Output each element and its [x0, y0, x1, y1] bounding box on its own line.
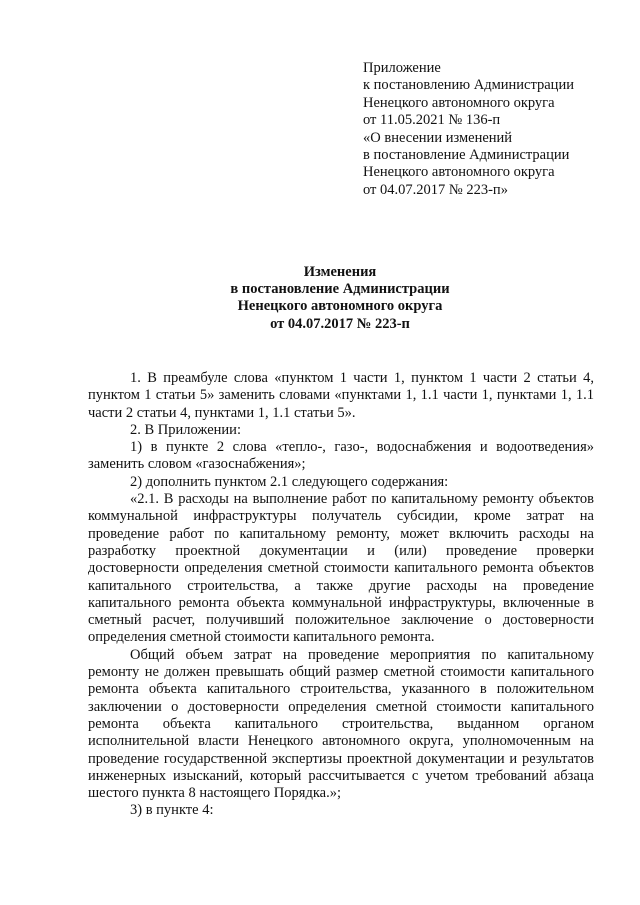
title-line: от 04.07.2017 № 223-п	[270, 315, 410, 332]
document-body	[88, 370, 594, 820]
appendix-line: Приложение	[363, 60, 441, 76]
appendix-line: от 11.05.2021 № 136-п	[363, 112, 501, 129]
title-line: в постановление Администрации	[230, 281, 450, 298]
title-line: Изменения	[303, 264, 377, 280]
appendix-line: к постановлению Администрации	[363, 77, 574, 94]
body-paragraph: 2) дополнить пунктом 2.1 следующего содержания:	[130, 473, 449, 490]
appendix-line: от 04.07.2017 № 223-п»	[363, 181, 508, 198]
appendix-header	[363, 60, 623, 199]
body-paragraph: 1. В преамбуле слова «пунктом 1 части 1, пунктом 1 части 2 статьи 4, пунктом 1 статьи 5» заменить словами «пунктами 1, 1.1 части 1, пунктами 1, 1.1 части 2 статьи 4, пунктами 1, 1.1 статьи 5».	[88, 370, 594, 421]
body-paragraph: 1) в пункте 2 слова «тепло-, газо-, водоснабжения и водоотведения» заменить словом «газоснабжения»;	[88, 439, 594, 473]
appendix-line: в постановление Администрации	[363, 147, 570, 164]
body-paragraph: Общий объем затрат на проведение мероприятия по капитальному ремонту не должен превышать общий размер сметной стоимости капитального ремонта объекта капитального строительства, указанного в положительном заключении о достоверности определения сметной стоимости капитального ремонта объекта капитального строительства, выданном органом исполнительной власти Ненецкого автономного округа, уполномоченным на проведение государственной экспертизы проектной документации и результатов инженерных изысканий, который рассчитывается с учетом требований абзаца шестого пункта 8 настоящего Порядка.»;	[88, 646, 594, 802]
title-line: Ненецкого автономного округа	[237, 298, 443, 315]
appendix-line: Ненецкого автономного округа	[363, 164, 555, 181]
appendix-line: «О внесении изменений	[363, 129, 513, 146]
body-paragraph: 3) в пункте 4:	[130, 802, 214, 819]
body-paragraph: «2.1. В расходы на выполнение работ по капитальному ремонту объектов коммунальной инфраструктуры получатель субсидии, кроме затрат на проведение работ по капитальному ремонту, может включить расходы на разработку проектной документации и (или) проведение проверки достоверности определения сметной стоимости капитального ремонта объектов капитального строительства, а также другие расходы на проведение капитального ремонта объекта коммунальной инфраструктуры, включенные в сметный расчет, получивший положительное заключение о достоверности определения сметной стоимости капитального ремонта.	[88, 491, 594, 646]
document-title	[60, 264, 620, 333]
appendix-line: Ненецкого автономного округа	[363, 94, 555, 111]
body-paragraph: 2. В Приложении:	[130, 421, 241, 438]
